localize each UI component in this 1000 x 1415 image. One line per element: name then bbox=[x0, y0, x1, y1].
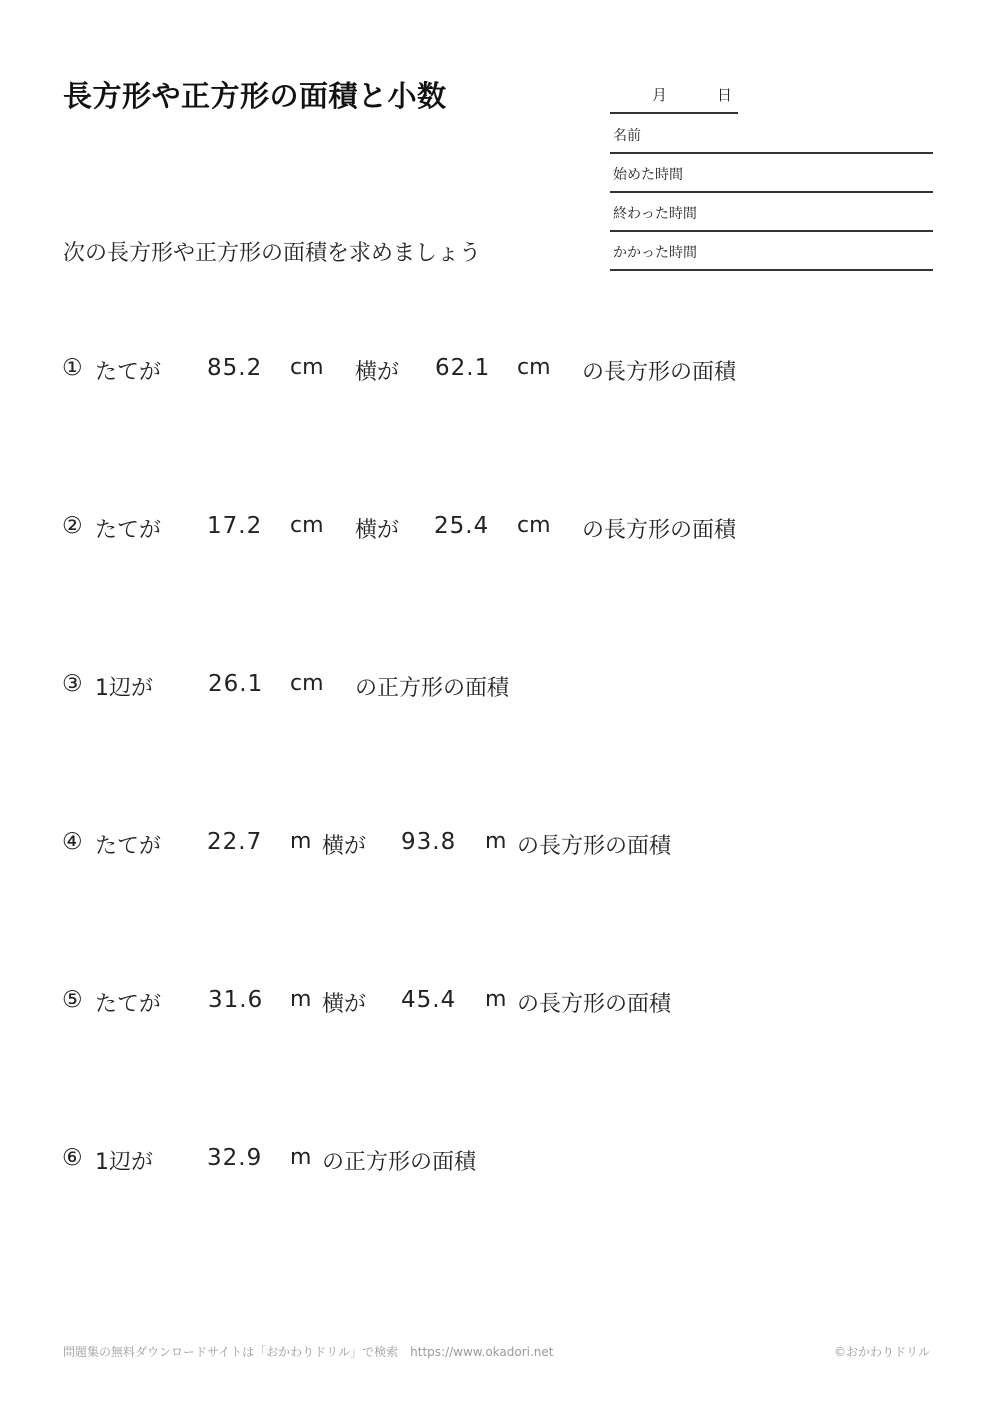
problem-prefix: たてが bbox=[95, 360, 162, 385]
problem-marker: ④ bbox=[62, 829, 84, 855]
problem-5 bbox=[62, 987, 862, 1019]
problem-prefix: たてが bbox=[95, 834, 162, 859]
problem-6 bbox=[62, 1145, 862, 1177]
start-time-field bbox=[610, 153, 933, 193]
problem-suffix: の長方形の面積 bbox=[517, 992, 672, 1017]
date-field bbox=[610, 78, 738, 114]
problem-marker: ⑥ bbox=[62, 1145, 84, 1171]
start-time-label: 始めた時間 bbox=[613, 167, 683, 183]
problem-value-1: 26.1 bbox=[208, 671, 264, 697]
name-label: 名前 bbox=[613, 128, 641, 144]
problem-unit-1: m bbox=[290, 829, 312, 854]
day-label: 日 bbox=[717, 86, 733, 104]
problem-value-1: 32.9 bbox=[207, 1145, 263, 1171]
problem-mid: 横が bbox=[322, 992, 367, 1017]
problem-marker: ① bbox=[62, 355, 84, 381]
problem-value-2: 45.4 bbox=[401, 987, 457, 1013]
problem-value-2: 93.8 bbox=[401, 829, 457, 855]
duration-label: かかった時間 bbox=[613, 245, 697, 261]
problem-unit-1: cm bbox=[290, 513, 324, 538]
problem-4 bbox=[62, 829, 862, 861]
problem-value-2: 25.4 bbox=[434, 513, 490, 539]
problem-value-1: 85.2 bbox=[207, 355, 263, 381]
duration-field bbox=[610, 231, 933, 271]
problem-mid: 横が bbox=[355, 518, 400, 543]
problem-marker: ⑤ bbox=[62, 987, 84, 1013]
problem-suffix: の長方形の面積 bbox=[517, 834, 672, 859]
footer-copyright: ©おかわりドリル bbox=[833, 1345, 930, 1359]
footer-site-notice: 問題集の無料ダウンロードサイトは「おかわりドリル」で検索 https://www.okadori.net bbox=[63, 1345, 554, 1359]
problem-suffix: の長方形の面積 bbox=[582, 360, 737, 385]
instruction-text: 次の長方形や正方形の面積を求めましょう bbox=[63, 241, 482, 266]
problem-marker: ③ bbox=[62, 671, 84, 697]
problem-marker: ② bbox=[62, 513, 84, 539]
name-field bbox=[610, 114, 933, 154]
problem-prefix: たてが bbox=[95, 518, 162, 543]
problem-value-1: 31.6 bbox=[208, 987, 264, 1013]
problem-unit-1: cm bbox=[290, 355, 324, 380]
problem-unit-2: cm bbox=[517, 513, 551, 538]
problem-value-1: 17.2 bbox=[207, 513, 263, 539]
problem-2 bbox=[62, 513, 862, 545]
problem-suffix: の正方形の面積 bbox=[355, 676, 510, 701]
problem-3 bbox=[62, 671, 862, 703]
problem-value-1: 22.7 bbox=[207, 829, 263, 855]
page-title: 長方形や正方形の面積と小数 bbox=[63, 79, 447, 113]
problem-unit-2: cm bbox=[517, 355, 551, 380]
problem-unit-1: m bbox=[290, 987, 312, 1012]
problem-1 bbox=[62, 355, 862, 387]
problem-value-2: 62.1 bbox=[435, 355, 491, 381]
problem-unit-1: m bbox=[290, 1145, 312, 1170]
problem-unit-2: m bbox=[485, 829, 507, 854]
month-label: 月 bbox=[652, 86, 668, 104]
end-time-label: 終わった時間 bbox=[613, 206, 697, 222]
problem-unit-2: m bbox=[485, 987, 507, 1012]
problem-mid: 横が bbox=[322, 834, 367, 859]
problem-prefix: たてが bbox=[95, 992, 162, 1017]
problem-suffix: の正方形の面積 bbox=[322, 1150, 477, 1175]
end-time-field bbox=[610, 192, 933, 232]
problem-suffix: の長方形の面積 bbox=[582, 518, 737, 543]
problem-prefix: 1辺が bbox=[95, 676, 153, 701]
problem-mid: 横が bbox=[355, 360, 400, 385]
problem-prefix: 1辺が bbox=[95, 1150, 153, 1175]
problem-unit-1: cm bbox=[290, 671, 324, 696]
